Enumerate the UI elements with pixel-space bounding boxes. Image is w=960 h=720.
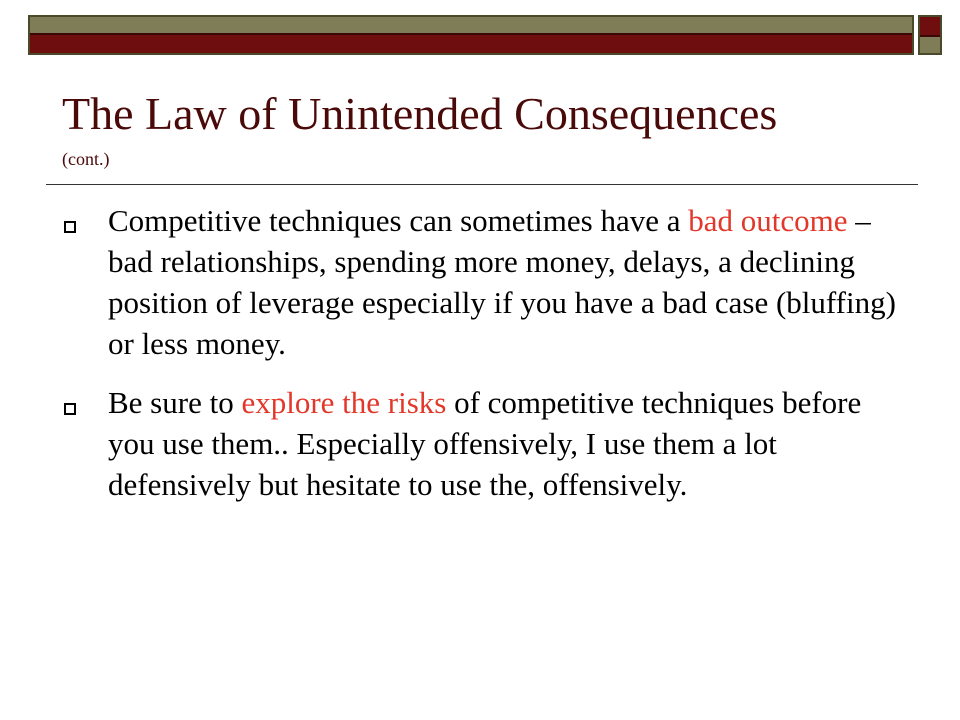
bullet-text-segment: Competitive techniques can sometimes have a xyxy=(108,203,689,238)
bullet-text-segment: Be sure to xyxy=(108,385,242,420)
corner-red-band xyxy=(920,17,940,37)
top-decorative-bar xyxy=(28,15,914,55)
hollow-square-bullet-icon xyxy=(64,221,76,233)
bullet-highlight-text: bad outcome xyxy=(688,203,848,238)
slide-title: The Law of Unintended Consequences xyxy=(62,88,778,139)
corner-decorative-box xyxy=(918,15,942,55)
bullet-item xyxy=(60,200,900,364)
bullet-list xyxy=(60,200,900,523)
title-divider xyxy=(46,184,918,185)
slide-subtitle: (cont.) xyxy=(62,149,110,169)
bullet-highlight-text: explore the risks xyxy=(241,385,447,420)
bullet-text-segment: – bad relationships, spending more money, delays, a declining position of leverage especially if you have a bad case (bluffing) or less money. xyxy=(108,203,896,361)
bullet-text-segment: of competitive techniques before you use them.. Especially offensively, I use them a lot defensively but hesitate to use the, offensively. xyxy=(108,385,862,502)
hollow-square-bullet-icon xyxy=(64,403,76,415)
top-bar-red-band xyxy=(30,33,912,53)
bullet-item xyxy=(60,382,900,505)
